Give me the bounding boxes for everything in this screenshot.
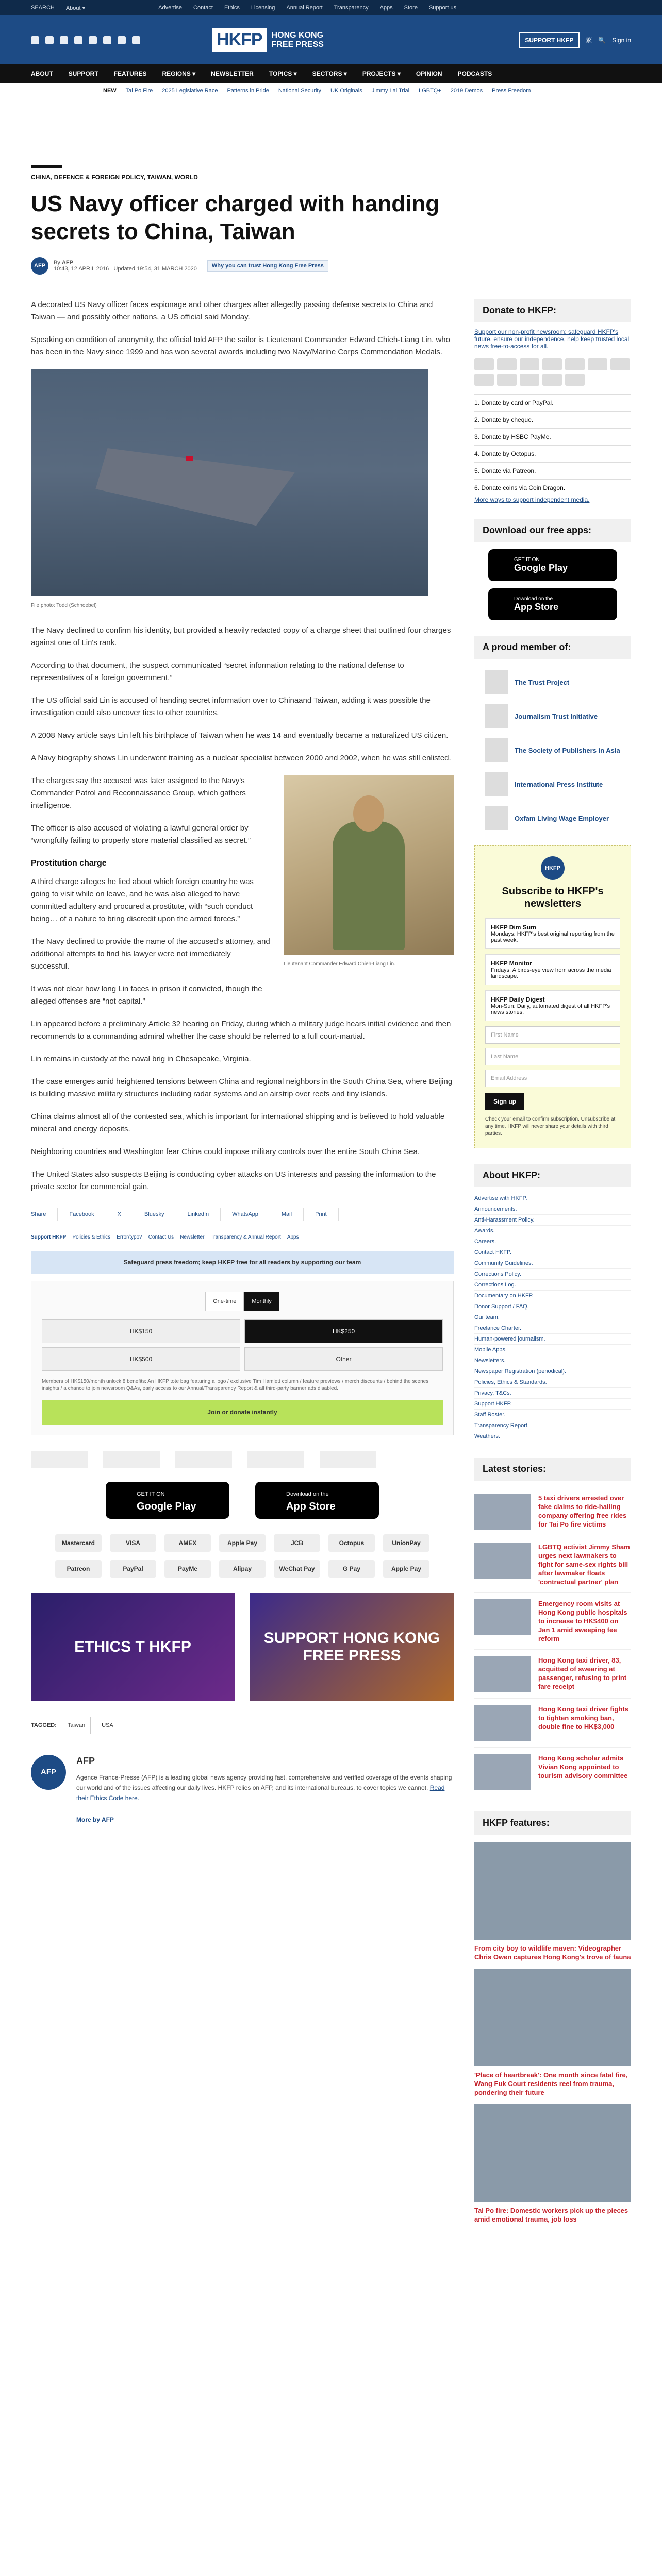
payment-methods: [31, 1534, 454, 1578]
latest-heading: Latest stories:: [474, 1458, 631, 1481]
gp-big: Google Play: [514, 563, 568, 573]
officer-figure: [284, 775, 454, 983]
payment-logo[interactable]: PayMe: [164, 1560, 211, 1578]
payment-logo[interactable]: AMEX: [164, 1534, 211, 1552]
paragraph: The US official said Lin is accused of handing secret information over to Chinaand Taiwan, adding it was possible the investigation could also uncover ties to other countries.: [31, 696, 431, 717]
donate-option[interactable]: 4. Donate by Octopus.: [474, 445, 631, 462]
story-thumb: [474, 1754, 531, 1790]
latest-story[interactable]: [474, 1487, 631, 1536]
latest-story[interactable]: [474, 1592, 631, 1649]
promo-videos: [31, 1593, 454, 1701]
policy-link[interactable]: Policies & Ethics: [72, 1234, 111, 1240]
story-thumb: [474, 1494, 531, 1530]
policy-link[interactable]: Contact Us: [148, 1234, 174, 1240]
membership-text: Members of HK$150/month unlock 8 benefits: An HKFP tote bag featuring a logo / exclusive Tim Hamlett column / feature previews / merch discounts / behind the scenes insights / a chance to join newsroom Q&As, early access to our Annual/Transparency Report & all third-party banner ads disabled.: [42, 1379, 429, 1392]
paragraph: According to that document, the suspect communicated “secret information relating to the national defense to representatives of a foreign government.”: [31, 661, 404, 682]
util-search[interactable]: SEARCH: [31, 5, 55, 11]
trending-item[interactable]: UK Originals: [330, 88, 362, 94]
last-name-field[interactable]: Last Name: [485, 1048, 620, 1065]
latest-story[interactable]: [474, 1698, 631, 1747]
story-thumb: [474, 1705, 531, 1741]
about-link[interactable]: Human-powered journalism.: [474, 1334, 631, 1345]
signup-button[interactable]: Sign up: [485, 1093, 524, 1110]
about-link[interactable]: Donor Support / FAQ.: [474, 1301, 631, 1312]
payment-logo[interactable]: PayPal: [110, 1560, 156, 1578]
paragraph: A decorated US Navy officer faces espionage and other charges after allegedly passing defense secrets to China and Taiwan — and possibly other nations, a US official said Monday.: [31, 300, 433, 321]
about-link[interactable]: Contact HKFP.: [474, 1247, 631, 1258]
about-link[interactable]: Newsletters.: [474, 1355, 631, 1366]
instagram-icon[interactable]: [60, 36, 68, 44]
latest-story[interactable]: [474, 1747, 631, 1796]
trending-label: NEW: [103, 88, 117, 94]
author-bio: Agence France-Presse (AFP) is a leading global news agency providing fast, comprehensive and verified coverage of the events shaping our world and of the issues affecting our daily lives. HKFP relies on AFP, and its international bureaus, to cover topics we cannot.: [76, 1774, 452, 1791]
by-label: By: [54, 260, 62, 266]
site-logo[interactable]: [212, 28, 324, 52]
util-support[interactable]: Support us: [428, 5, 457, 11]
about-link[interactable]: Staff Roster.: [474, 1410, 631, 1420]
about-link[interactable]: Newspaper Registration (periodical).: [474, 1366, 631, 1377]
nl-desc: Mon-Sun: Daily, automated digest of all HKFP's news stories.: [491, 1003, 610, 1015]
subheading: Prostitution charge: [31, 859, 107, 868]
x-icon[interactable]: [45, 36, 54, 44]
google-play-badge[interactable]: [488, 549, 617, 581]
donate-option[interactable]: 2. Donate by cheque.: [474, 411, 631, 428]
author-box: [31, 1755, 454, 1826]
util-advertise[interactable]: Advertise: [158, 5, 183, 11]
paragraph: The Navy declined to confirm his identity, but provided a heavily redacted copy of a charge sheet that outlined four charges against one of Lin's rank.: [31, 626, 451, 647]
trending-item[interactable]: 2019 Demos: [450, 88, 483, 94]
bluesky-icon[interactable]: [118, 36, 126, 44]
paragraph: The officer is also accused of violating a lawful general order by “wrongfully failing to properly store material classified as secret.”: [31, 824, 251, 845]
member-name: Journalism Trust Initiative: [515, 712, 598, 720]
tag[interactable]: USA: [96, 1717, 119, 1734]
newsletter-title: Subscribe to HKFP's newsletters: [502, 886, 604, 909]
article-body: [31, 299, 454, 2224]
payment-logo[interactable]: Apple Pay: [219, 1534, 266, 1552]
sidebar: [474, 299, 631, 2224]
member-org[interactable]: [474, 767, 631, 801]
member-name: The Society of Publishers in Asia: [515, 746, 620, 754]
gp-big: Google Play: [137, 1501, 196, 1512]
util-about[interactable]: About ▾: [65, 5, 86, 11]
ethics-link[interactable]: Read their Ethics Code here.: [76, 1784, 445, 1802]
share-bar: [31, 1204, 454, 1225]
policy-links: [31, 1231, 454, 1244]
hero-caption: File photo: Todd (Schnoebel): [31, 603, 97, 608]
more-by-author[interactable]: More by AFP: [76, 1816, 114, 1823]
email-field[interactable]: Email Address: [485, 1070, 620, 1087]
partner-logo[interactable]: [175, 1451, 232, 1468]
feature-thumb: [474, 1969, 631, 2066]
about-link[interactable]: Weathers.: [474, 1431, 631, 1442]
about-link[interactable]: Transparency Report.: [474, 1420, 631, 1431]
about-link[interactable]: Careers.: [474, 1236, 631, 1247]
main-nav: [0, 64, 662, 83]
policy-link[interactable]: Support HKFP: [31, 1234, 67, 1240]
about-link[interactable]: Community Guidelines.: [474, 1258, 631, 1269]
feature-story[interactable]: [474, 1842, 631, 1961]
payment-logo[interactable]: VISA: [110, 1534, 156, 1552]
policy-link[interactable]: Apps: [287, 1234, 299, 1240]
latest-story[interactable]: [474, 1649, 631, 1698]
util-apps[interactable]: Apps: [379, 5, 393, 11]
as-small: Download on the: [514, 596, 553, 602]
share-mail[interactable]: Mail: [282, 1208, 304, 1221]
newsletter-option[interactable]: [485, 918, 620, 949]
paragraph: A Navy biography shows Lin underwent training as a nuclear specialist between 2000 and 2002, when he was still enlisted.: [31, 754, 451, 762]
newsletter-box: [474, 845, 631, 1148]
nav-newsletter[interactable]: NEWSLETTER: [211, 70, 254, 77]
facebook-icon[interactable]: [31, 36, 39, 44]
partner-logo[interactable]: [31, 1451, 88, 1468]
promo-ethics[interactable]: ETHICS T HKFP: [31, 1593, 235, 1701]
nav-topics[interactable]: TOPICS ▾: [269, 70, 297, 77]
hkfp-logo-icon: HKFP: [541, 856, 565, 880]
donate-option[interactable]: 6. Donate coins via Coin Dragon.: [474, 479, 631, 496]
story-thumb: [474, 1543, 531, 1579]
feature-title: From city boy to wildlife maven: Videographer Chris Owen captures Hong Kong's trove of fauna: [474, 1944, 631, 1961]
article-title: US Navy officer charged with handing secrets to China, Taiwan: [31, 191, 440, 244]
story-title: Hong Kong scholar admits Vivian Kong appointed to tourism advisory committee: [538, 1754, 628, 1780]
trending-item[interactable]: Press Freedom: [492, 88, 531, 94]
about-link[interactable]: Freelance Charter.: [474, 1323, 631, 1334]
more-ways-link[interactable]: More ways to support independent media.: [474, 496, 590, 503]
card-logos: [474, 358, 631, 386]
trending-item[interactable]: Patterns in Pride: [227, 88, 269, 94]
nl-name: HKFP Monitor: [491, 960, 532, 967]
paragraph: Lin remains in custody at the naval brig in Chesapeake, Virginia.: [31, 1055, 251, 1063]
about-link[interactable]: Corrections Policy.: [474, 1269, 631, 1280]
paragraph: A third charge alleges he lied about which foreign country he was going to visit while on leave, and he was also alleged to have committed adultery and procured a prostitute, with “such conduct being… of a nature to bring discredit upon the armed forces.”: [31, 877, 254, 923]
payment-logo[interactable]: JCB: [274, 1534, 320, 1552]
member-heading: A proud member of:: [474, 636, 631, 659]
share-x[interactable]: X: [118, 1208, 133, 1221]
trending-item[interactable]: LGBTQ+: [419, 88, 441, 94]
payment-logo[interactable]: Apple Pay: [383, 1560, 429, 1578]
payment-logo[interactable]: Patreon: [55, 1560, 102, 1578]
about-link[interactable]: Policies, Ethics & Standards.: [474, 1377, 631, 1388]
paragraph: Lin appeared before a preliminary Article 32 hearing on Friday, during which a military judge hears initial evidence and then recommends to a commanding admiral whether the case should be referred to a full court-martial.: [31, 1020, 451, 1041]
nav-regions[interactable]: REGIONS ▾: [162, 70, 196, 77]
newsletter-note: Check your email to confirm subscription. Unsubscribe at any time. HKFP will never share your details with third parties.: [485, 1116, 616, 1137]
nl-desc: Fridays: A birds-eye view from across the media landscape.: [491, 967, 611, 979]
feature-story[interactable]: [474, 1969, 631, 2097]
trending-item[interactable]: National Security: [278, 88, 321, 94]
trending-item[interactable]: Tai Po Fire: [125, 88, 153, 94]
member-org[interactable]: [474, 699, 631, 733]
feature-story[interactable]: [474, 2104, 631, 2224]
newsletter-option[interactable]: [485, 954, 620, 985]
partner-logo[interactable]: [247, 1451, 304, 1468]
promo-support[interactable]: SUPPORT HONG KONG FREE PRESS: [250, 1593, 454, 1701]
util-contact[interactable]: Contact: [193, 5, 213, 11]
about-link[interactable]: Mobile Apps.: [474, 1345, 631, 1355]
share-print[interactable]: Print: [315, 1208, 339, 1221]
paragraph: A 2008 Navy article says Lin left his birthplace of Taiwan when he was 14 and eventually became a naturalized US citizen.: [31, 731, 449, 740]
policy-link[interactable]: Newsletter: [180, 1234, 205, 1240]
about-list: [474, 1193, 631, 1442]
rss-icon[interactable]: [132, 36, 140, 44]
paragraph: The United States also suspects Beijing is conducting cyber attacks on US interests and passing the information to the private sector for commercial gain.: [31, 1170, 436, 1191]
util-ethics[interactable]: Ethics: [224, 5, 240, 11]
signin-link[interactable]: Sign in: [612, 36, 631, 44]
tab-one-time[interactable]: One-time: [205, 1292, 244, 1311]
paragraph: It was not clear how long Lin faces in prison if convicted, though the alleged offenses are “not capital.”: [31, 985, 262, 1006]
gp-small: GET IT ON: [514, 557, 540, 563]
paragraph: The case emerges amid heightened tensions between China and regional neighbors in the South China Sea, where Beijing is building massive military structures including radar systems and an airstrip over reefs and tiny islands.: [31, 1077, 453, 1098]
story-title: Emergency room visits at Hong Kong public hospitals to increase to HK$400 on Jan 1 amid sweeping fee reform: [538, 1600, 627, 1642]
tag[interactable]: Taiwan: [62, 1717, 91, 1734]
util-licensing[interactable]: Licensing: [251, 5, 275, 11]
author-name[interactable]: AFP: [61, 260, 73, 266]
util-transparency[interactable]: Transparency: [334, 5, 369, 11]
feature-title: 'Place of heartbreak': One month since fatal fire, Wang Fuk Court residents reel from trauma, pondering their future: [474, 2071, 628, 2096]
payment-logo[interactable]: WeChat Pay: [274, 1560, 320, 1578]
about-link[interactable]: Awards.: [474, 1226, 631, 1236]
social-links: [31, 36, 140, 44]
about-link[interactable]: Advertise with HKFP.: [474, 1193, 631, 1204]
first-name-field[interactable]: First Name: [485, 1026, 620, 1044]
tags-label: TAGGED:: [31, 1722, 57, 1728]
util-store[interactable]: Store: [404, 5, 418, 11]
member-name: The Trust Project: [515, 678, 570, 686]
gp-small: GET IT ON: [137, 1491, 165, 1497]
donate-heading: Donate to HKFP:: [474, 299, 631, 322]
partner-logos: [31, 1451, 454, 1468]
share-label: Share: [31, 1208, 58, 1221]
byline: [31, 257, 631, 275]
member-name: Oxfam Living Wage Employer: [515, 814, 609, 822]
linkedin-icon[interactable]: [103, 36, 111, 44]
about-link[interactable]: Documentary on HKFP.: [474, 1291, 631, 1301]
newsletter-option[interactable]: [485, 990, 620, 1021]
util-annual-report[interactable]: Annual Report: [286, 5, 323, 11]
about-link[interactable]: Our team.: [474, 1312, 631, 1323]
story-title: Hong Kong taxi driver, 83, acquitted of swearing at passenger, refusing to print fare receipt: [538, 1656, 627, 1690]
nl-name: HKFP Dim Sum: [491, 924, 536, 931]
language-toggle[interactable]: 繁: [586, 37, 592, 44]
story-title: LGBTQ activist Jimmy Sham urges next lawmakers to fight for same-sex rights bill after lawmaker floats 'contractual partner' plan: [538, 1543, 630, 1586]
paragraph: The Navy declined to provide the name of the accused's attorney, and additional attempts to find his lawyer were not immediately successful.: [31, 937, 270, 971]
policy-link[interactable]: Error/typo?: [117, 1234, 142, 1240]
feature-thumb: [474, 1842, 631, 1940]
nav-podcasts[interactable]: PODCASTS: [457, 70, 492, 77]
partner-logo[interactable]: [103, 1451, 160, 1468]
nav-projects[interactable]: PROJECTS ▾: [362, 70, 401, 77]
nav-support[interactable]: SUPPORT: [68, 70, 98, 77]
nav-opinion[interactable]: OPINION: [416, 70, 442, 77]
about-link[interactable]: Privacy, T&Cs.: [474, 1388, 631, 1399]
app-stores: [31, 1482, 454, 1519]
tab-monthly[interactable]: Monthly: [244, 1292, 279, 1311]
nav-features[interactable]: FEATURES: [113, 70, 147, 77]
app-store-badge[interactable]: [255, 1482, 379, 1519]
donate-option[interactable]: 3. Donate by HSBC PayMe.: [474, 428, 631, 445]
paragraph: The charges say the accused was later assigned to the Navy's Commander Patrol and Reconnaissance Group, which gathers intelligence.: [31, 776, 246, 810]
publish-date: 10:43, 12 APRIL 2016: [54, 266, 109, 272]
support-hkfp-button[interactable]: SUPPORT HKFP: [519, 32, 580, 48]
nl-desc: Mondays: HKFP's best original reporting from the past week.: [491, 931, 615, 943]
amount-option[interactable]: HK$500: [42, 1347, 240, 1371]
share-facebook[interactable]: Facebook: [69, 1208, 106, 1221]
as-big: App Store: [514, 602, 559, 612]
officer-caption: Lieutenant Commander Edward Chieh-Liang Lin.: [284, 961, 395, 967]
site-header: [0, 15, 662, 64]
latest-story[interactable]: [474, 1536, 631, 1592]
amount-option[interactable]: HK$150: [42, 1319, 240, 1343]
payment-logo[interactable]: UnionPay: [383, 1534, 429, 1552]
tags: [31, 1717, 454, 1734]
about-link[interactable]: Announcements.: [474, 1204, 631, 1215]
trending-bar: [0, 83, 662, 98]
youtube-icon[interactable]: [89, 36, 97, 44]
author-box-avatar[interactable]: AFP: [31, 1755, 66, 1790]
hero-image: [31, 369, 428, 596]
trending-item[interactable]: 2025 Legislative Race: [162, 88, 218, 94]
payment-logo[interactable]: Alipay: [219, 1560, 266, 1578]
logo-line-2: FREE PRESS: [271, 40, 324, 49]
story-title: 5 taxi drivers arrested over fake claims to ride-hailing company offering free rides for Tai Po fire victims: [538, 1494, 627, 1528]
join-donate-button[interactable]: Join or donate instantly: [42, 1400, 443, 1425]
google-play-badge[interactable]: [106, 1482, 229, 1519]
threads-icon[interactable]: [74, 36, 82, 44]
app-store-badge[interactable]: [488, 588, 617, 620]
payment-logo[interactable]: G Pay: [328, 1560, 375, 1578]
nav-sectors[interactable]: SECTORS ▾: [312, 70, 347, 77]
title-rule: [31, 165, 62, 168]
member-name: International Press Institute: [515, 780, 603, 788]
as-small: Download on the: [286, 1491, 329, 1497]
author-avatar[interactable]: AFP: [31, 257, 48, 275]
about-link[interactable]: Corrections Log.: [474, 1280, 631, 1291]
story-title: Hong Kong taxi driver fights to tighten smoking ban, double fine to HK$3,000: [538, 1705, 628, 1731]
partner-logo[interactable]: [320, 1451, 376, 1468]
feature-thumb: [474, 2104, 631, 2202]
paragraph: Neighboring countries and Washington fear China could impose military controls over the entire South China Sea.: [31, 1147, 420, 1156]
logo-mark: HKFP: [212, 28, 267, 52]
paragraph: China claims almost all of the contested sea, which is important for international shipping and is believed to hold valuable mineral and energy deposits.: [31, 1112, 445, 1133]
about-link[interactable]: Support HKFP.: [474, 1399, 631, 1410]
donate-option[interactable]: 5. Donate via Patreon.: [474, 462, 631, 479]
apps-heading: Download our free apps:: [474, 519, 631, 542]
share-linkedin[interactable]: LinkedIn: [188, 1208, 221, 1221]
member-org[interactable]: [474, 665, 631, 699]
policy-link[interactable]: Transparency & Annual Report: [210, 1234, 281, 1240]
nl-name: HKFP Daily Digest: [491, 996, 545, 1003]
feature-title: Tai Po fire: Domestic workers pick up the pieces amid emotional trauma, job loss: [474, 2207, 628, 2223]
member-org[interactable]: [474, 733, 631, 767]
paragraph: Speaking on condition of anonymity, the official told AFP the sailor is Lieutenant Commander Edward Chieh-Liang Lin, who has been in the Navy since 1999 and has won several awards including two Navy/Marine Corps Commendation Medals.: [31, 335, 450, 357]
officer-image: [284, 775, 454, 955]
author-box-name[interactable]: AFP: [76, 1756, 95, 1766]
nav-about[interactable]: ABOUT: [31, 70, 53, 77]
about-heading: About HKFP:: [474, 1164, 631, 1187]
logo-line-1: HONG KONG: [271, 30, 324, 40]
story-thumb: [474, 1599, 531, 1635]
updated-date: Updated 19:54, 31 MARCH 2020: [113, 266, 197, 272]
utility-bar: [0, 0, 662, 15]
amount-option-selected[interactable]: HK$250: [244, 1319, 443, 1343]
donate-option[interactable]: 1. Donate by card or PayPal.: [474, 394, 631, 411]
member-org[interactable]: [474, 801, 631, 835]
payment-logo[interactable]: Mastercard: [55, 1534, 102, 1552]
trust-badge[interactable]: Why you can trust Hong Kong Free Press: [207, 260, 328, 272]
as-big: App Store: [286, 1501, 336, 1512]
article-categories[interactable]: CHINA, DEFENCE & FOREIGN POLICY, TAIWAN, WORLD: [31, 174, 198, 181]
payment-logo[interactable]: Octopus: [328, 1534, 375, 1552]
amount-option-other[interactable]: Other: [244, 1347, 443, 1371]
util-links: [158, 5, 456, 11]
share-whatsapp[interactable]: WhatsApp: [232, 1208, 270, 1221]
donate-intro-link[interactable]: Support our non-profit newsroom: safeguard HKFP's future, ensure our independence, help keep trusted local news free-to-access for all.: [474, 328, 630, 350]
story-thumb: [474, 1656, 531, 1692]
share-bluesky[interactable]: Bluesky: [144, 1208, 176, 1221]
about-link[interactable]: Anti-Harassment Policy.: [474, 1215, 631, 1226]
donate-options: [474, 394, 631, 496]
features-heading: HKFP features:: [474, 1811, 631, 1835]
safeguard-banner[interactable]: Safeguard press freedom; keep HKFP free for all readers by supporting our team: [31, 1251, 454, 1274]
search-icon[interactable]: 🔍: [598, 36, 606, 44]
donate-widget: [31, 1281, 454, 1435]
trending-item[interactable]: Jimmy Lai Trial: [371, 88, 410, 94]
